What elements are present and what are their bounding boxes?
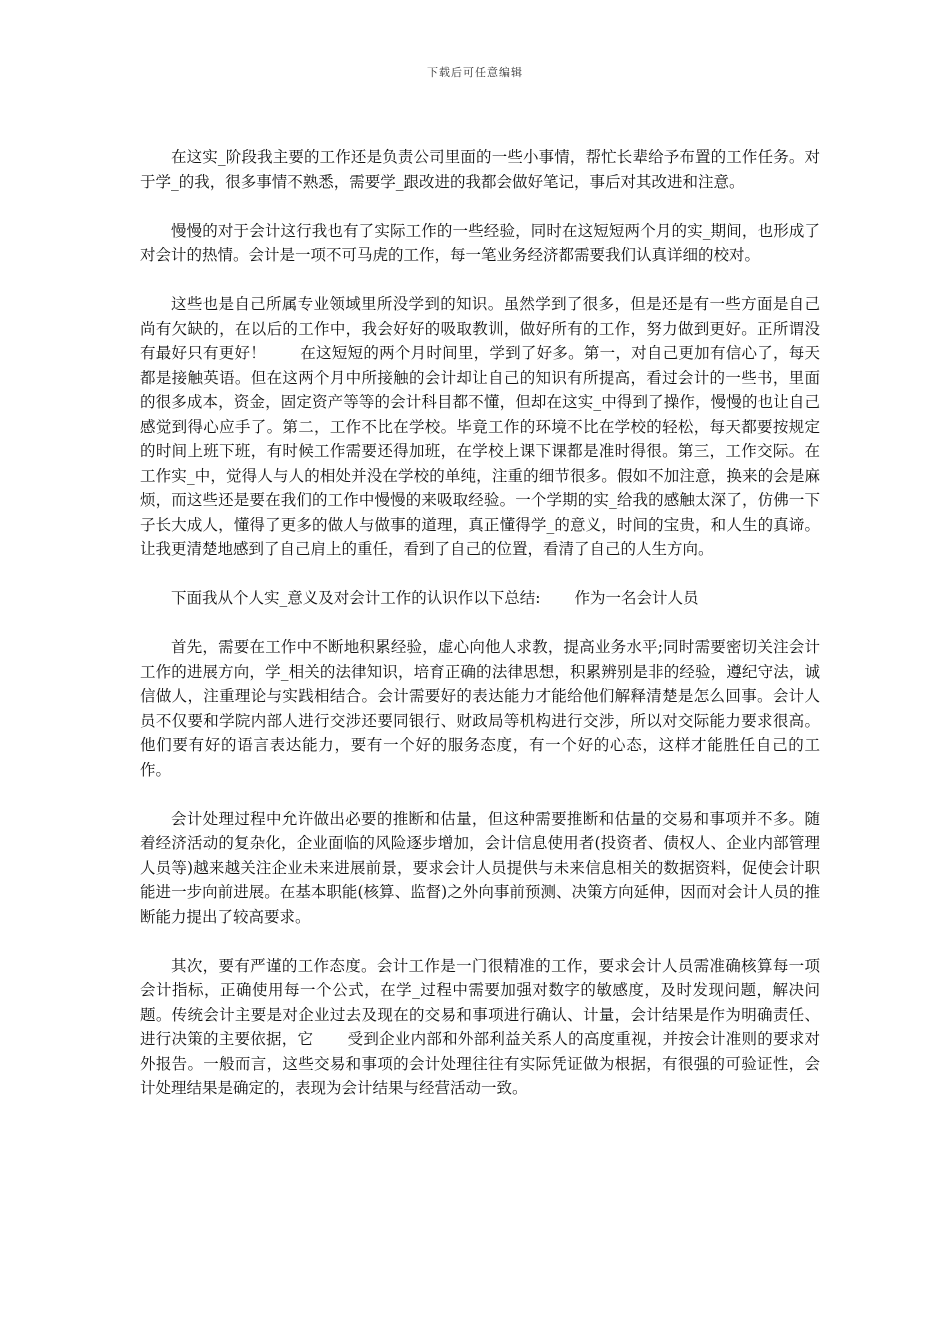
paragraph-3-part-a: 这些也是自己所属专业领域里所没学到的知识。虽然学到了很多，但是还是有一些方面是自己尚有欠缺的，在以后的工作中，我会好好的吸取教训，做好所有的工作，努力做到更好。正所谓没有最好只有更好！ — [140, 295, 820, 362]
paragraph-4 — [140, 586, 820, 611]
paragraph-3-part-b: 在这短短的两个月时间里，学到了好多。第一，对自己更加有信心了，每天都是接触英语。但在这两个月中所接触的会计却让自己的知识有所提高，看过会计的一些书，里面的很多成本，资金，固定资产等等的会计科目都不懂，但却在这实_中得到了操作，慢慢的也让自己感觉到得心应手了。第二，工作不比在学校。毕竟工作的环境不比在学校的轻松，每天都要按规定的时间上班下班，有时候工作需要还得加班，在学校上课下课都是准时得很。第三，工作交际。在工作实_中，觉得人与人的相处并没在学校的单纯，注重的细节很多。假如不加注意，换来的会是麻烦，而这些还是要在我们的工作中慢慢的来吸取经验。一个学期的实_给我的感触太深了，仿佛一下子长大成人，懂得了更多的做人与做事的道理，真正懂得学_的意义，时间的宝贵，和人生的真谛。让我更清楚地感到了自己肩上的重任，看到了自己的位置，看清了自己的人生方向。 — [140, 344, 820, 558]
paragraph-4-part-a: 下面我从个人实_意义及对会计工作的认识作以下总结: — [171, 589, 541, 607]
page-header: 下载后可任意编辑 — [427, 66, 523, 79]
document-body — [140, 145, 820, 1125]
paragraph-6: 会计处理过程中允许做出必要的推断和估量，但这种需要推断和估量的交易和事项并不多。随着经济活动的复杂化，企业面临的风险逐步增加，会计信息使用者(投资者、债权人、企业内部管理人员等)越来越关注企业未来进展前景，要求会计人员提供与未来信息相关的数据资料，促使会计职能进一步向前进展。在基本职能(核算、监督)之外向事前预测、决策方向延伸，因而对会计人员的推断能力提出了较高要求。 — [140, 809, 820, 926]
paragraph-7-part-b: 受到企业内部和外部利益关系人的高度重视，并按会计准则的要求对外报告。一般而言，这些交易和事项的会计处理往往有实际凭证做为根据，有很强的可验证性，会计处理结果是确定的，表现为会计结果与经营活动一致。 — [140, 1030, 820, 1097]
paragraph-5: 首先，需要在工作中不断地积累经验，虚心向他人求教，提高业务水平;同时需要密切关注会计工作的进展方向，学_相关的法律知识，培育正确的法律思想，积累辨别是非的经验，遵纪守法，诚信做人，注重理论与实践相结合。会计需要好的表达能力才能给他们解释清楚是怎么回事。会计人员不仅要和学院内部人进行交涉还要同银行、财政局等机构进行交涉，所以对交际能力要求很高。他们要有好的语言表达能力，要有一个好的服务态度，有一个好的心态，这样才能胜任自己的工作。 — [140, 638, 820, 779]
paragraph-3 — [140, 292, 820, 562]
paragraph-7-part-a: 其次，要有严谨的工作态度。会计工作是一门很精准的工作，要求会计人员需准确核算每一项会计指标，正确使用每一个公式，在学_过程中需要加强对数字的敏感度，及时发现问题，解决问题。传统会计主要是对企业过去及现在的交易和事项进行确认、计量，会计结果是作为明确责任、进行决策的主要依据，它 — [140, 956, 820, 1048]
paragraph-7 — [140, 954, 820, 1101]
paragraph-2: 慢慢的对于会计这行我也有了实际工作的一些经验，同时在这短短两个月的实_期间，也形成了对会计的热情。会计是一项不可马虎的工作，每一笔业务经济都需要我们认真详细的校对。 — [140, 221, 820, 264]
paragraph-4-part-b: 作为一名会计人员 — [574, 589, 699, 607]
paragraph-1: 在这实_阶段我主要的工作还是负责公司里面的一些小事情，帮忙长辈给予布置的工作任务。对于学_的我，很多事情不熟悉，需要学_跟改进的我都会做好笔记，事后对其改进和注意。 — [140, 148, 820, 191]
